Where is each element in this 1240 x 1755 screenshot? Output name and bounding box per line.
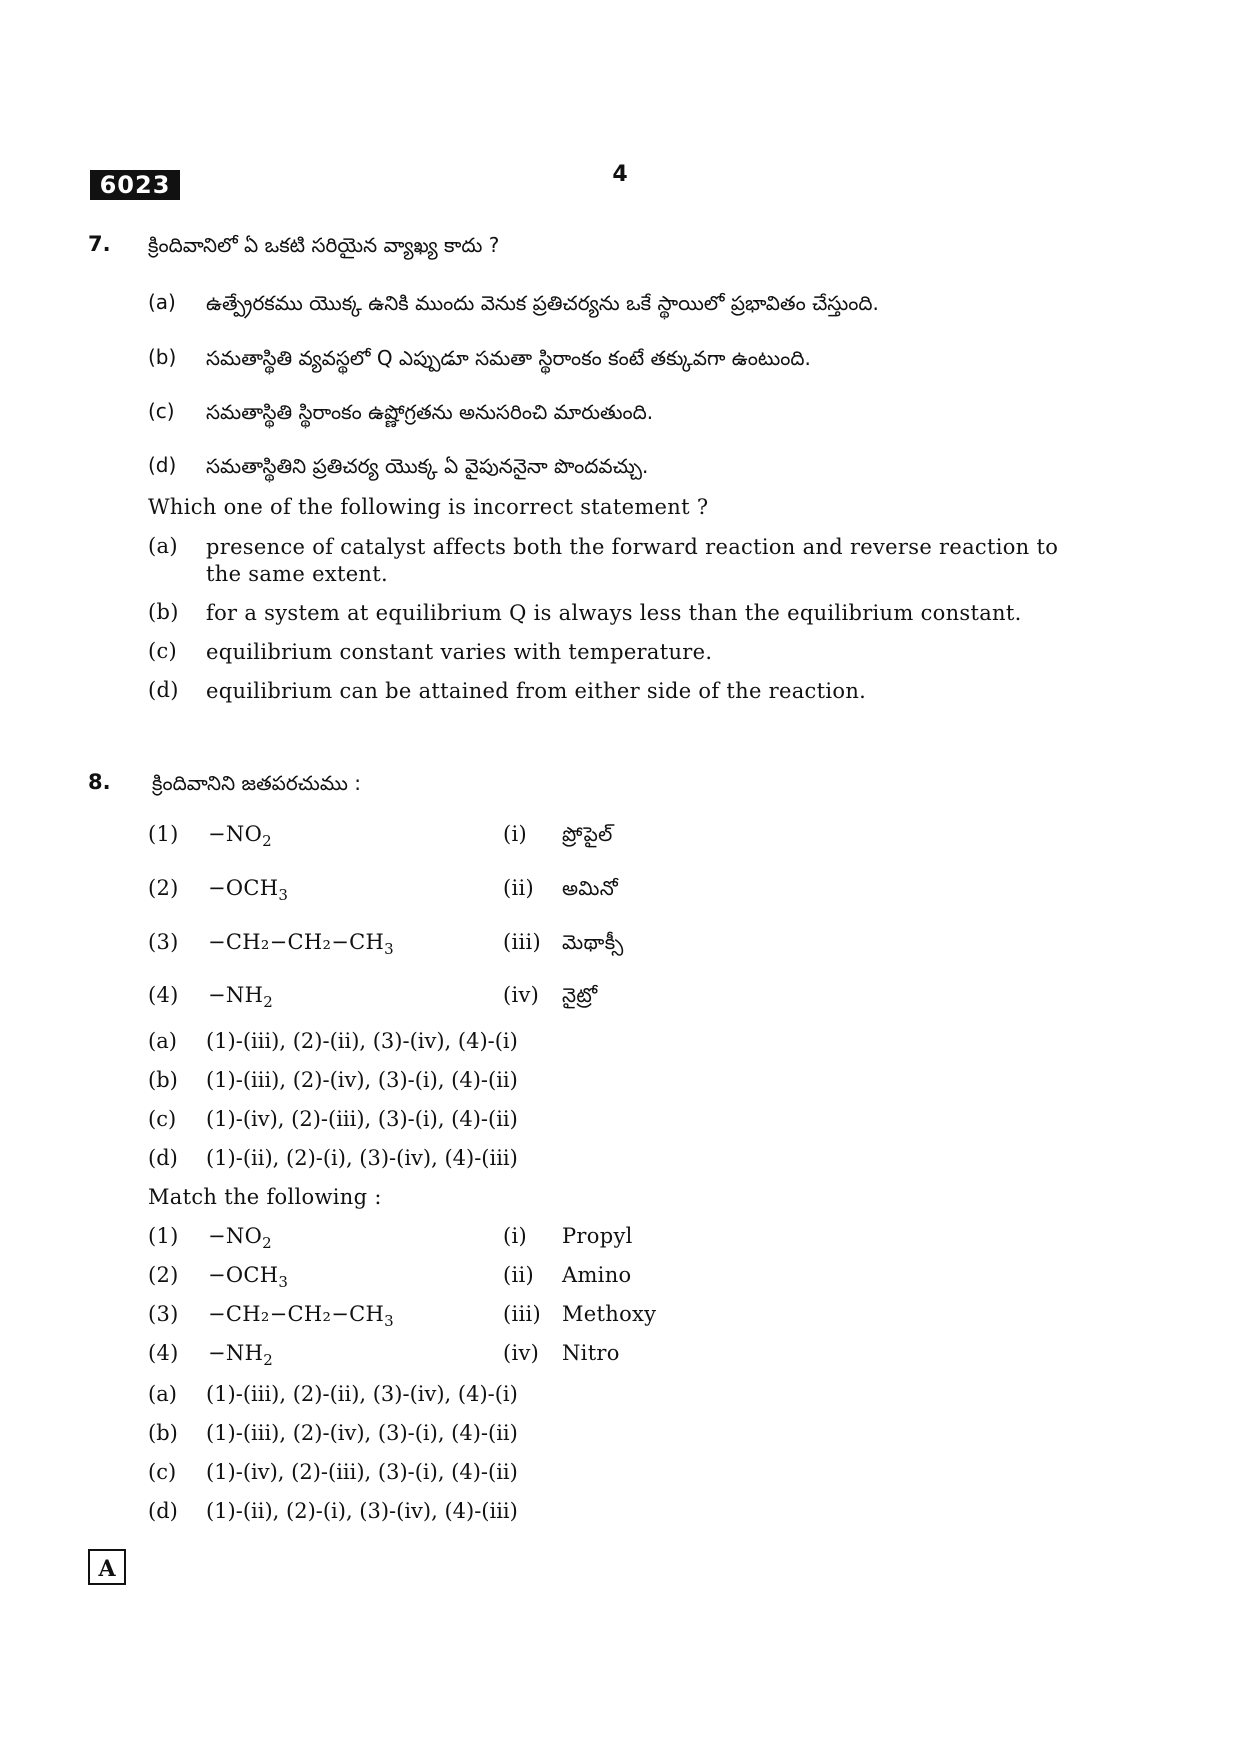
match-name: నైట్రో — [562, 983, 598, 1007]
option-text: (1)-(iv), (2)-(iii), (3)-(i), (4)-(ii) — [206, 1460, 518, 1484]
match-name: Nitro — [562, 1341, 620, 1365]
option-label: (a) — [148, 534, 178, 558]
question-text-english: Match the following : — [148, 1185, 382, 1209]
match-row — [148, 930, 848, 964]
option-label: (b) — [148, 1068, 178, 1092]
match-number: (2) — [148, 876, 179, 900]
option-label: (b) — [148, 1421, 178, 1445]
option-label: (a) — [148, 1029, 177, 1053]
answer-option — [148, 1382, 518, 1406]
option-text: (1)-(ii), (2)-(i), (3)-(iv), (4)-(iii) — [206, 1146, 518, 1170]
answer-option — [148, 1499, 518, 1523]
option-label: (b) — [148, 600, 179, 624]
option-text: (1)-(iii), (2)-(iv), (3)-(i), (4)-(ii) — [206, 1421, 518, 1445]
option-label: (a) — [148, 1382, 177, 1406]
option-telugu — [148, 399, 1098, 426]
question-text-telugu: క్రిందివానిని జతపరచుము : — [152, 771, 362, 795]
option-label: (d) — [148, 1499, 178, 1523]
chemical-group: $-CH_2-CH_2-CH_3$ — [208, 930, 394, 959]
option-label: (d) — [148, 1146, 178, 1170]
match-name: అమినో — [562, 876, 619, 900]
option-text: presence of catalyst affects both the forward reaction and reverse reaction to the same extent. — [206, 535, 1059, 586]
option-text: సమతాస్థితిని ప్రతిచర్య యొక్క ఏ వైపుననైనా పొందవచ్చు. — [206, 454, 649, 478]
question-text-english: Which one of the following is incorrect statement ? — [148, 495, 709, 519]
page-number: 4 — [612, 162, 628, 187]
match-roman: (iii) — [503, 1302, 542, 1326]
answer-option — [148, 1421, 518, 1445]
answer-option — [148, 1460, 518, 1484]
option-label: (d) — [148, 678, 179, 702]
option-english — [148, 534, 1098, 588]
match-number: (4) — [148, 983, 179, 1007]
option-label: (c) — [148, 399, 175, 423]
option-text: equilibrium can be attained from either side of the reaction. — [206, 679, 867, 703]
match-row — [148, 876, 848, 910]
option-text: (1)-(ii), (2)-(i), (3)-(iv), (4)-(iii) — [206, 1499, 518, 1523]
match-name: Methoxy — [562, 1302, 657, 1326]
match-row — [148, 983, 848, 1017]
match-row — [148, 1341, 848, 1375]
option-label: (c) — [148, 639, 178, 663]
option-text: సమతాస్థితి స్థిరాంకం ఉష్ణోగ్రతను అనుసరించి మారుతుంది. — [206, 400, 654, 424]
series-marker: A — [88, 1549, 126, 1585]
match-name: Amino — [562, 1263, 632, 1287]
match-number: (3) — [148, 1302, 179, 1326]
answer-option — [148, 1068, 518, 1092]
chemical-group: $-OCH_3$ — [208, 876, 289, 905]
option-english — [148, 600, 1098, 627]
option-english — [148, 678, 1098, 705]
match-row — [148, 1224, 848, 1258]
match-name: ప్రోపైల్ — [562, 822, 613, 846]
option-label: (d) — [148, 453, 177, 477]
match-row — [148, 1263, 848, 1297]
chemical-group: $-NO_2$ — [208, 822, 272, 851]
answer-option — [148, 1029, 518, 1053]
question-number: 8. — [88, 770, 111, 794]
option-text: సమతాస్థితి వ్యవస్థలో Q ఎప్పుడూ సమతా స్థిరాంకం కంటే తక్కువగా ఉంటుంది. — [206, 346, 811, 370]
option-text: for a system at equilibrium Q is always less than the equilibrium constant. — [206, 601, 1022, 625]
chemical-group: $-OCH_3$ — [208, 1263, 289, 1292]
option-label: (b) — [148, 345, 177, 369]
match-roman: (ii) — [503, 1263, 535, 1287]
match-name: మెథాక్సీ — [562, 930, 624, 954]
match-number: (2) — [148, 1263, 179, 1287]
paper-code: 6023 — [90, 170, 180, 200]
option-text: ఉత్ప్రేరకము యొక్క ఉనికి ముందు వెనుక ప్రతిచర్యను ఒకే స్థాయిలో ప్రభావితం చేస్తుంది. — [206, 291, 879, 315]
match-number: (1) — [148, 1224, 179, 1248]
match-roman: (i) — [503, 1224, 528, 1248]
answer-option — [148, 1146, 518, 1170]
option-telugu — [148, 453, 1098, 480]
chemical-group: $-NO_2$ — [208, 1224, 272, 1253]
option-label: (a) — [148, 290, 176, 314]
option-english — [148, 639, 1098, 666]
chemical-group: $-NH_2$ — [208, 983, 274, 1012]
match-row — [148, 1302, 848, 1336]
match-roman: (i) — [503, 822, 528, 846]
option-label: (c) — [148, 1460, 177, 1484]
option-text: (1)-(iii), (2)-(ii), (3)-(iv), (4)-(i) — [206, 1382, 518, 1406]
chemical-group: $-CH_2-CH_2-CH_3$ — [208, 1302, 394, 1331]
match-roman: (iii) — [503, 930, 542, 954]
question-number: 7. — [88, 232, 111, 256]
option-telugu — [148, 345, 1098, 372]
match-number: (3) — [148, 930, 179, 954]
option-text: equilibrium constant varies with temperature. — [206, 640, 713, 664]
option-telugu — [148, 290, 1098, 317]
match-roman: (iv) — [503, 983, 540, 1007]
answer-option — [148, 1107, 518, 1131]
match-name: Propyl — [562, 1224, 633, 1248]
match-row — [148, 822, 848, 856]
match-roman: (ii) — [503, 876, 535, 900]
option-label: (c) — [148, 1107, 177, 1131]
question-text-telugu: క్రిందివానిలో ఏ ఒకటి సరియైన వ్యాఖ్య కాదు ? — [148, 233, 500, 257]
option-text: (1)-(iv), (2)-(iii), (3)-(i), (4)-(ii) — [206, 1107, 518, 1131]
option-text: (1)-(iii), (2)-(ii), (3)-(iv), (4)-(i) — [206, 1029, 518, 1053]
match-number: (4) — [148, 1341, 179, 1365]
chemical-group: $-NH_2$ — [208, 1341, 274, 1370]
match-roman: (iv) — [503, 1341, 540, 1365]
match-number: (1) — [148, 822, 179, 846]
option-text: (1)-(iii), (2)-(iv), (3)-(i), (4)-(ii) — [206, 1068, 518, 1092]
